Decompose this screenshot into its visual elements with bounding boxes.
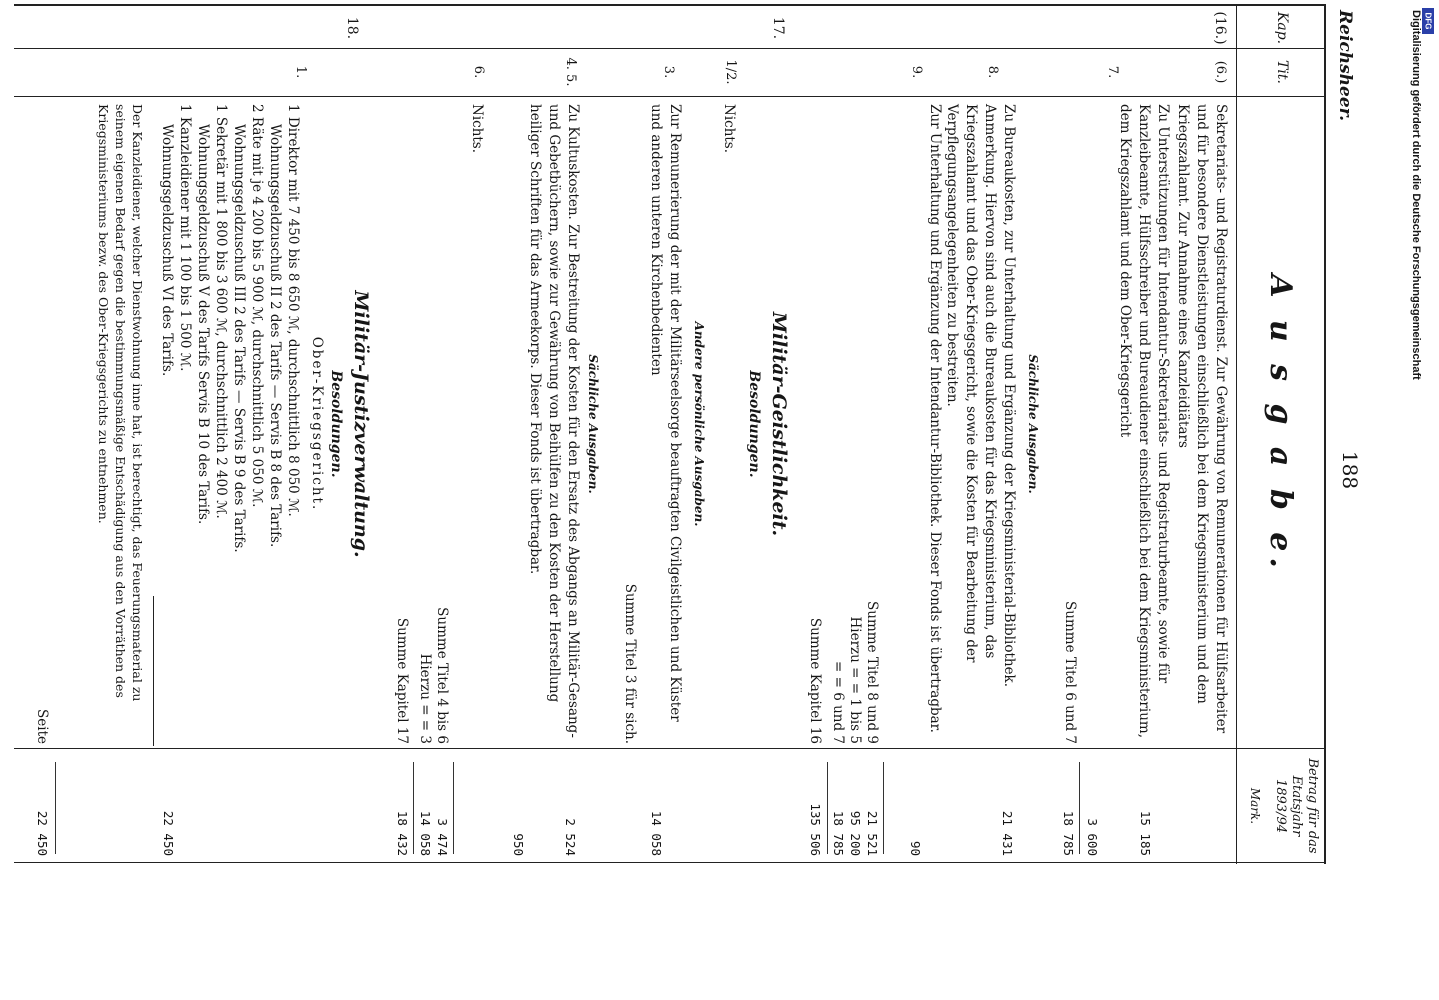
subtotal-label: Summe Titel 8 und 9 [864, 601, 880, 744]
subtotal-label: = = 6 und 7 [830, 661, 846, 744]
amount-cell: 15 185 [1138, 810, 1153, 856]
entry-line: 1 Kanzleidiener mit 1 100 bis 1 500 ℳ. [177, 104, 193, 372]
subsection-heading: Sächliche Ausgaben. [1026, 354, 1040, 494]
section-heading: Militär-Geistlichkeit. [768, 311, 790, 537]
amount-cell: 2 524 [563, 818, 578, 856]
entry-line: Wohnungsgeldzuschuß VI des Tarifs. [159, 124, 175, 377]
amount-cell: 3 600 [1085, 818, 1100, 856]
page-total-label: Seite [34, 709, 50, 744]
subtotal-amount: 18 785 [831, 810, 846, 856]
tit-cell: 4. 5. [563, 57, 578, 87]
column-rule-kap [14, 48, 1326, 49]
column-header-kap: Kap. [1274, 11, 1290, 45]
subsection-heading: Ober-Kriegsgericht. [309, 336, 325, 512]
page-number: 188 [1338, 450, 1362, 490]
subtotal-amount: 14 058 [418, 810, 433, 856]
entry-text: Zur Unterhaltung und Ergänzung der Intendantur-Bibliothek. Dieser Fonds ist übertragbar. [927, 104, 943, 733]
dfg-logo: DFG [1422, 8, 1434, 34]
table-right-rule [14, 862, 1326, 863]
entry-text: Nichts. [721, 104, 737, 154]
column-header-unit: Mark. [1248, 787, 1262, 825]
column-rule-tit [14, 96, 1326, 97]
chapter-total-label: Summe Kapitel 17 [394, 617, 410, 744]
amount-cell: 14 058 [649, 810, 664, 856]
entry-line: 2 Räte mit je 4 200 bis 5 900 ℳ, durchschnittlich 5 050 ℳ. [249, 104, 265, 508]
credit-text: Digitalisierung gefördert durch die Deutsche Forschungsgemeinschaft [1410, 10, 1422, 380]
tit-cell: 9. [909, 65, 924, 79]
amount-cell: 21 431 [1000, 810, 1015, 856]
entry-text: Nichts. [469, 104, 485, 154]
subsection-heading: Andere persönliche Ausgaben. [692, 321, 706, 527]
subtotal-label: Summe Titel 6 und 7 [1062, 601, 1078, 744]
subtotal-amount: 18 785 [1061, 810, 1076, 856]
column-header-tit: Tit. [1274, 60, 1290, 84]
page-title: A u s g a b e. [1263, 274, 1298, 574]
sum-rule [413, 762, 414, 854]
digitization-credit [1396, 10, 1436, 990]
table-left-rule [14, 4, 1326, 6]
entry-line: 1 Sekretär mit 1 800 bis 3 600 ℳ, durchschnittlich 2 400 ℳ. [213, 104, 229, 519]
subsection-heading: Besoldungen. [746, 370, 762, 478]
subtotal-amount: 21 521 [865, 810, 880, 856]
entry-line: Wohnungsgeldzuschuß V des Tarifs Servis B 10 des Tarifs. [195, 124, 211, 525]
running-head: Reichsheer. [1335, 10, 1355, 121]
sum-rule [883, 762, 884, 854]
chapter-total-label: Summe Kapitel 16 [807, 617, 823, 744]
page-total-amount: 22 450 [35, 810, 50, 856]
entry-line: Wohnungsgeldzuschuß III 2 des Tarifs — Servis B 9 des Tarifs. [231, 124, 247, 553]
tit-cell: 6. [471, 65, 486, 79]
table-top-rule [1324, 4, 1326, 864]
kap-cell: (16.) [1212, 11, 1228, 45]
section-heading: Militär-Justizverwaltung. [350, 290, 372, 558]
entry-line: Wohnungsgeldzuschuß II 2 des Tarifs — Servis B 8 des Tarifs. [267, 124, 283, 548]
subtotal-amount: 95 200 [848, 810, 863, 856]
sum-rule [1079, 762, 1080, 854]
subtotal-amount: 3 474 [435, 818, 450, 856]
entry-line: 1 Direktor mit 7 450 bis 8 650 ℳ, durchschnittlich 8 050 ℳ. [285, 104, 301, 517]
kap-cell: 17. [770, 16, 786, 40]
tit-cell: 3. [661, 65, 676, 79]
column-rule-text [14, 748, 1326, 749]
chapter-total-amount: 18 432 [395, 810, 410, 856]
tit-cell: 8. [985, 65, 1000, 79]
tit-cell: (6.) [1213, 60, 1228, 84]
amount-cell: 950 [511, 833, 526, 856]
tit-cell: 1/2. [723, 59, 738, 85]
chapter-total-amount: 135 506 [808, 803, 823, 856]
subsection-heading: Besoldungen. [328, 370, 344, 478]
entry-text: Zu Bureaukosten, zur Unterhaltung und Ergänzung der Kriegsministerial-Bibliothek. Anmerkung. Hiervon sind auch die Bureaukosten für das Kriegsministerium, das Kriegszahlamt und das Ober-Kriegsgericht, sowie die Kosten für Bearbeitung der Verpflegungsangelegenheiten zu bestreiten. [944, 104, 1017, 688]
footnote: Der Kanzleidiener, welcher Dienstwohnung inne hat, ist berechtigt, das Feuerungsmaterial zu seinem eigenen Bedarf gegen die bestimmungsmäßige Entschädigung aus den Vorräthen des Kriegsministeriums bezw. des Ober-Kriegsgerichts zu entnehmen. [96, 104, 145, 702]
entry-text: Zu Kultuskosten. Zur Bestreitung der Kosten für den Ersatz des Abgangs an Militär-Gesang- und Gebetbüchern, sowie zur Gewährung von Beihülfen zu den Kosten der Herstellung heiliger Schriften für das Armeekorps. Dieser Fonds ist übertragbar. [527, 104, 581, 738]
entry-text: Zur Remunerierung der mit der Militärseelsorge beauftragten Civilgeistlichen und Küster und anderen unteren Kirchenbedienten [648, 104, 683, 722]
amount-cell: 90 [908, 840, 923, 856]
amount-cell: 22 450 [161, 810, 176, 856]
subtotal-label: Summe Titel 4 bis 6 [434, 607, 450, 744]
entry-text: Sekretariats- und Registraturdienst. Zur Gewährung von Remunerationen für Hülfsarbeiter und für besondere Dienstleistungen einschließlich bei dem Kriegsministerium und dem Kriegszahlamt. Zur Annahme eines Kanzleidiätars [1175, 104, 1229, 734]
tit-cell: 7. [1105, 65, 1120, 79]
sum-rule [55, 762, 56, 854]
entry-text: Zu Unterstützungen für Intendantur-Sekretariats- und Registraturbeamte, sowie für Kanzleibeamte, Hülfsschreiber und Bureaudiener einschließlich bei dem Kriegsministerium, dem Kriegszahlamt und dem Ober-Kriegsgericht [1117, 104, 1171, 738]
subtotal-label: Hierzu = = 3 [417, 653, 433, 744]
subtotal-label: Hierzu = = 1 bis 5 [847, 616, 863, 744]
column-header-amount: Betrag für das Etatsjahr 1893/94 [1273, 758, 1320, 854]
kap-cell: 18. [344, 16, 360, 40]
tit-cell: 1. [293, 65, 308, 79]
subtotal-label: Summe Titel 3 für sich. [622, 583, 638, 744]
sum-rule [827, 762, 828, 854]
header-bottom-rule [1236, 4, 1237, 864]
note-rule [153, 596, 154, 746]
sum-rule [453, 762, 454, 854]
subsection-heading: Sächliche Ausgaben. [586, 354, 600, 494]
